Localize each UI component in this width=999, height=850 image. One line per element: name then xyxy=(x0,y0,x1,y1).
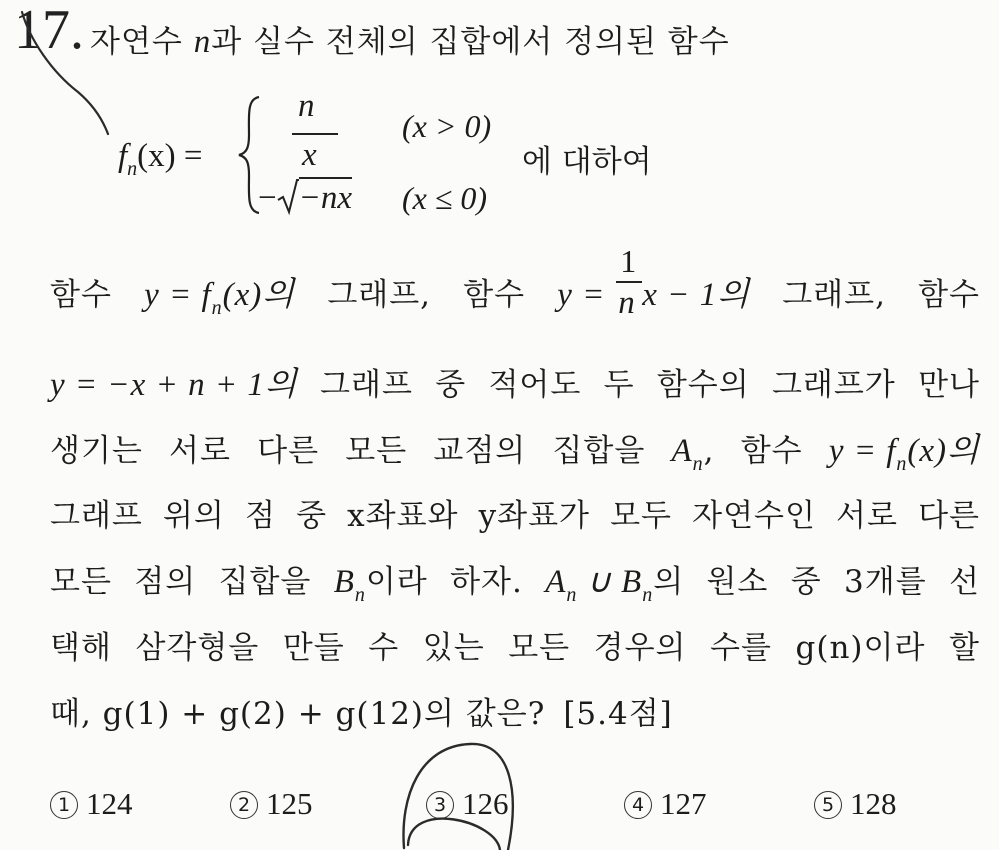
l5-word-j: 선 xyxy=(949,564,980,600)
l7-score: [5.4점] xyxy=(563,696,673,732)
body-line-2 xyxy=(50,358,980,405)
body-line-5 xyxy=(50,556,980,606)
l3-word-e: 교점의 xyxy=(433,433,527,469)
sqrt-icon xyxy=(277,178,299,216)
l1-e2: x − 1의 xyxy=(642,277,751,313)
l3-word-b: 서로 xyxy=(169,433,231,469)
l4-word-e: x좌표와 xyxy=(347,498,459,534)
case2-expression xyxy=(258,178,352,217)
case1-numerator: n xyxy=(298,88,315,124)
l6-word-g: 경우의 xyxy=(593,630,687,666)
choice-2[interactable] xyxy=(230,786,313,822)
l6-word-e: 있는 xyxy=(422,630,485,666)
l4-word-f: y좌표가 xyxy=(478,498,590,534)
l5-word-e: 하자. xyxy=(450,564,523,600)
l2-word-c: 중 xyxy=(435,367,467,403)
choice-5-value: 128 xyxy=(850,786,897,821)
l5-d2: 이라 xyxy=(365,564,428,600)
l6-word-h: 수를 xyxy=(710,630,772,666)
l5-expr-d xyxy=(333,556,428,606)
choice-4-value: 127 xyxy=(660,786,707,821)
choice-5[interactable] xyxy=(814,786,897,822)
function-arg: (x) = xyxy=(137,138,203,174)
l1-e: y = xyxy=(557,277,606,313)
function-f: f xyxy=(118,138,128,174)
l4-word-b: 위의 xyxy=(162,498,225,534)
l1-expr-e xyxy=(557,243,751,321)
l4-word-j: 다른 xyxy=(918,498,980,534)
l2-word-b: 그래프 xyxy=(320,367,413,403)
l3-i-sub: n xyxy=(896,453,908,475)
l5-f3: 의 xyxy=(653,564,685,600)
case2-condition: (x ≤ 0) xyxy=(402,180,488,216)
choice-4-mark: 4 xyxy=(624,791,652,819)
l1-b-sub: n xyxy=(211,297,223,319)
l4-word-a: 그래프 xyxy=(50,498,143,534)
body-line-3 xyxy=(50,424,980,475)
l3-g-sub: n xyxy=(692,453,704,475)
l1-word-f: 그래프, xyxy=(782,277,886,313)
l3-g2: , xyxy=(703,433,715,469)
l6-word-a: 택해 xyxy=(50,630,112,666)
l4-word-d: 중 xyxy=(296,498,328,534)
l2-word-d: 적어도 xyxy=(488,367,582,403)
l6-word-d: 수 xyxy=(368,630,400,666)
body-line-1 xyxy=(50,243,980,321)
l3-expr-g xyxy=(671,433,715,475)
choice-3-mark: 3 xyxy=(426,791,454,819)
l1-b: y = f xyxy=(144,277,212,313)
question-number xyxy=(14,0,84,61)
header-text-2: 과 실수 전체의 집합에서 정의된 함수 xyxy=(211,24,730,60)
header-text-1: 자연수 xyxy=(90,24,194,60)
choice-3-value: 126 xyxy=(462,786,509,821)
l3-i2: (x)의 xyxy=(907,433,980,469)
l1-word-d: 함수 xyxy=(463,277,526,313)
choice-3[interactable] xyxy=(426,786,509,822)
choice-2-mark: 2 xyxy=(230,791,258,819)
l3-word-h: 함수 xyxy=(740,433,803,469)
function-name xyxy=(118,135,203,180)
l6-word-i: g(n)이라 xyxy=(795,630,926,666)
l5-d-sub: n xyxy=(354,584,366,606)
case2-minus: − xyxy=(258,180,277,216)
l5-word-g: 원소 xyxy=(706,564,769,600)
l1-b2: (x)의 xyxy=(222,277,296,313)
l5-f2: ∪ B xyxy=(577,564,643,600)
l5-f-sub2: n xyxy=(642,584,654,606)
l2-word-e: 두 xyxy=(603,367,635,403)
l3-word-f: 집합을 xyxy=(552,433,646,469)
case1-condition: (x > 0) xyxy=(402,108,492,144)
l3-word-d: 모든 xyxy=(345,433,408,469)
l5-f-sub: n xyxy=(566,584,578,606)
l2-word-f: 함수의 xyxy=(656,367,750,403)
l2-word-a: y = −x + n + 1의 xyxy=(50,367,298,403)
question-header xyxy=(90,16,730,61)
choice-4[interactable] xyxy=(624,786,707,822)
header-var-n: n xyxy=(193,24,212,60)
l6-word-j: 할 xyxy=(948,630,980,666)
function-suffix: 에 대하여 xyxy=(522,144,652,180)
choice-1-mark: 1 xyxy=(50,791,78,819)
l1-fraction xyxy=(616,243,642,321)
question-number-text: 17 xyxy=(14,0,70,61)
l1-expr-b xyxy=(144,268,296,319)
l3-expr-i xyxy=(828,424,980,475)
l3-g: A xyxy=(671,433,693,469)
body-line-6 xyxy=(50,622,980,667)
l4-word-i: 서로 xyxy=(836,498,898,534)
choice-1[interactable] xyxy=(50,786,133,822)
l5-word-a: 모든 xyxy=(50,564,112,600)
choice-5-mark: 5 xyxy=(814,791,842,819)
l5-expr-f xyxy=(545,556,685,606)
case1-denominator: x xyxy=(302,137,317,173)
l4-word-h: 자연수인 xyxy=(692,498,816,534)
l1-frac-num: 1 xyxy=(620,243,638,279)
choice-2-value: 125 xyxy=(266,786,313,821)
l6-word-c: 만들 xyxy=(282,630,345,666)
case1-fraction-bar xyxy=(292,133,338,135)
l4-word-c: 점 xyxy=(245,498,276,534)
body-line-7 xyxy=(50,688,673,733)
l5-d: B xyxy=(333,564,355,600)
l5-word-i: 3개를 xyxy=(844,564,927,600)
l2-word-g: 그래프가 xyxy=(771,367,896,403)
l4-word-g: 모두 xyxy=(610,498,672,534)
function-subscript: n xyxy=(127,158,138,180)
l6-word-f: 모든 xyxy=(508,630,571,666)
l1-word-g: 함수 xyxy=(918,277,980,313)
l5-word-h: 중 xyxy=(790,564,822,600)
choice-1-value: 124 xyxy=(86,786,133,821)
l1-word-a: 함수 xyxy=(50,277,112,313)
l3-i: y = f xyxy=(828,433,897,469)
l5-word-b: 점의 xyxy=(134,564,197,600)
question-number-dot: . xyxy=(70,0,84,61)
l1-frac-den: n xyxy=(618,285,636,321)
l3-word-c: 다른 xyxy=(257,433,320,469)
l5-word-c: 집합을 xyxy=(218,564,312,600)
l7-question: 때, g(1) + g(2) + g(12)의 값은? xyxy=(50,696,546,732)
l6-word-b: 삼각형을 xyxy=(135,630,260,666)
l2-word-h: 만나 xyxy=(918,367,980,403)
body-line-4 xyxy=(50,490,980,535)
l1-frac-bar xyxy=(616,281,642,283)
l3-word-a: 생기는 xyxy=(50,433,143,469)
case2-radicand: −nx xyxy=(299,177,352,216)
l5-f: A xyxy=(545,564,567,600)
l1-word-c: 그래프, xyxy=(327,277,432,313)
